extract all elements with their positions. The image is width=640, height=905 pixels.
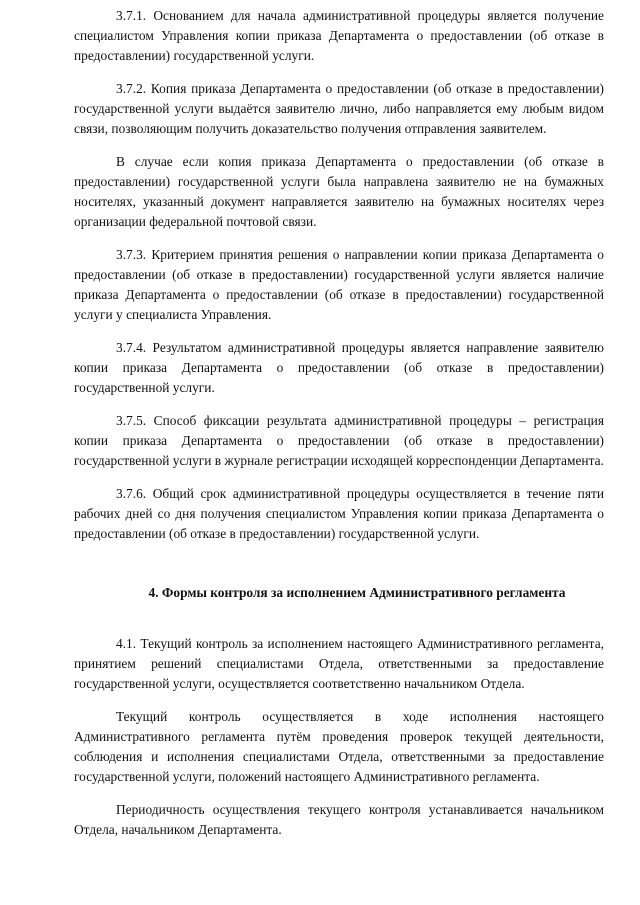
paragraph-3-7-3: 3.7.3. Критерием принятия решения о направлении копии приказа Департамента о предоставлении (об отказе в предоставлении) государственной услуги является наличие приказа Департамента о предоставлении (об отказе в предоставлении) государственной услуги у специалиста Управления.: [74, 247, 604, 322]
section-heading: 4. Формы контроля за исполнением Административного регламента: [148, 585, 566, 600]
paragraph-3-7-4: 3.7.4. Результатом административной процедуры является направление заявителю копии приказа Департамента о предоставлении (об отказе в предоставлении) государственной услуги.: [74, 340, 604, 395]
paragraph-current-control: Текущий контроль осуществляется в ходе исполнения настоящего Административного регламента путём проведения проверок текущей деятельности, соблюдения и исполнения специалистами Отдела, ответственными за предоставление государственной услуги, положений настоящего Административного регламента.: [74, 709, 604, 784]
paragraph-3-7-2: 3.7.2. Копия приказа Департамента о предоставлении (об отказе в предоставлении) государственной услуги выдаётся заявителю лично, либо направляется ему любым видом связи, позволяющим получить доказательство получения отправления заявителем.: [74, 81, 604, 136]
paragraph-4-1: 4.1. Текущий контроль за исполнением настоящего Административного регламента, принятием решений специалистами Отдела, ответственными за предоставление государственной услуги, осуществляется соответственно начальником Отдела.: [74, 636, 604, 691]
section-spacer: [74, 557, 604, 583]
paragraph-3-7-5: 3.7.5. Способ фиксации результата административной процедуры – регистрация копии приказа Департамента о предоставлении (об отказе в предоставлении) государственной услуги в журнале регистрации исходящей корреспонденции Департамента.: [74, 413, 604, 468]
paragraph-3-7-2-continued: В случае если копия приказа Департамента о предоставлении (об отказе в предоставлении) государственной услуги была направлена заявителю не на бумажных носителях, указанный документ направляется заявителю на бумажных носителях через организации федеральной почтовой связи.: [74, 154, 604, 229]
document-page: [74, 6, 604, 853]
paragraph-3-7-6: 3.7.6. Общий срок административной процедуры осуществляется в течение пяти рабочих дней со дня получения специалистом Управления копии приказа Департамента о предоставлении (об отказе в предоставлении) государственной услуги.: [74, 486, 604, 541]
paragraph-control-frequency: Периодичность осуществления текущего контроля устанавливается начальником Отдела, начальником Департамента.: [74, 802, 604, 837]
paragraph-3-7-1: 3.7.1. Основанием для начала административной процедуры является получение специалистом Управления копии приказа Департамента о предоставлении (об отказе в предоставлении) государственной услуги.: [74, 8, 604, 63]
section-spacer: [74, 603, 604, 634]
